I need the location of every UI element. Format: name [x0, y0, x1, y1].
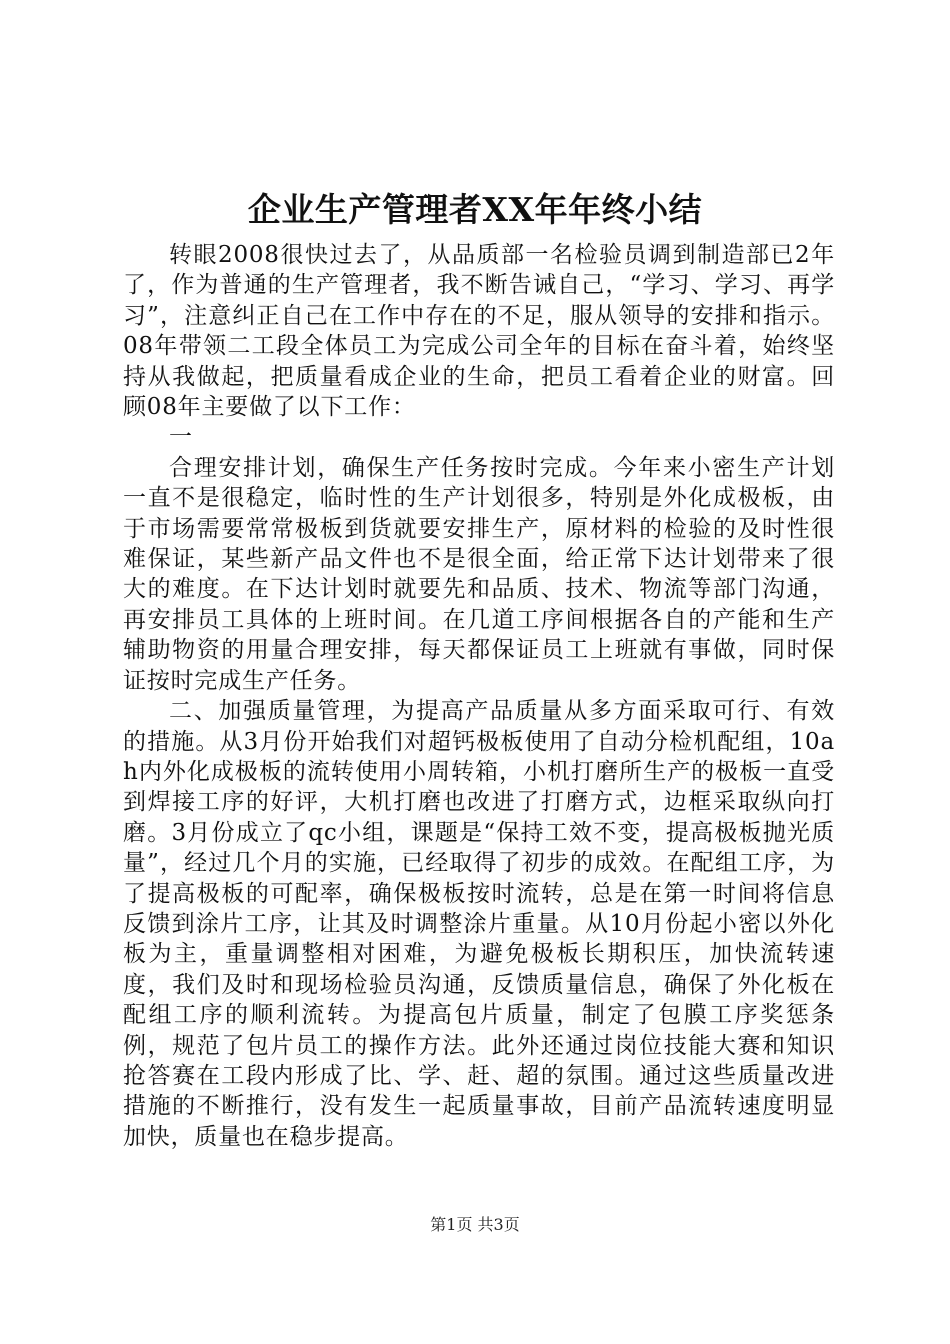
document-title: 企业生产管理者XX年年终小结	[247, 190, 703, 229]
paragraph-planning: 合理安排计划，确保生产任务按时完成。今年来小密生产计划一直不是很稳定，临时性的生产计划很多，特别是外化成极板，由于市场需要常常极板到货就要安排生产，原材料的检验的及时性很难保证，某些新产品文件也不是很全面，给正常下达计划带来了很大的难度。在下达计划时就要先和品质、技术、物流等部门沟通，再安排员工具体的上班时间。在几道工序间根据各自的产能和生产辅助物资的用量合理安排，每天都保证员工上班就有事做，同时保证按时完成生产任务。	[123, 454, 835, 694]
paragraph-quality: 二、加强质量管理，为提高产品质量从多方面采取可行、有效的措施。从3月份开始我们对超钙极板使用了自动分检机配组，10ah内外化成极板的流转使用小周转箱，小机打磨所生产的极板一直受到焊接工序的好评，大机打磨也改进了打磨方式，边框采取纵向打磨。3月份成立了qc小组，课题是“保持工效不变，提高极板抛光质量”，经过几个月的实施，已经取得了初步的成效。在配组工序，为了提高极板的可配率，确保极板按时流转，总是在第一时间将信息反馈到涂片工序，让其及时调整涂片重量。从10月份起小密以外化板为主，重量调整相对困难，为避免极板长期积压，加快流转速度，我们及时和现场检验员沟通，反馈质量信息，确保了外化板在配组工序的顺利流转。为提高包片质量，制定了包膜工序奖惩条例，规范了包片员工的操作方法。此外还通过岗位技能大赛和知识抢答赛在工段内形成了比、学、赶、超的氛围。通过这些质量改进措施的不断推行，没有发生一起质量事故，目前产品流转速度明显加快，质量也在稳步提高。	[123, 698, 835, 1150]
paragraph-intro: 转眼2008很快过去了，从品质部一名检验员调到制造部已2年了，作为普通的生产管理者，我不断告诫自己，“学习、学习、再学习”，注意纠正自己在工作中存在的不足，服从领导的安排和指示。08年带领二工段全体员工为完成公司全年的目标在奋斗着，始终坚持从我做起，把质量看成企业的生命，把员工看着企业的财富。回顾08年主要做了以下工作：	[123, 242, 835, 421]
document-body	[123, 240, 835, 1152]
page-footer: 第1页 共3页	[430, 1215, 520, 1234]
section-number: 一	[169, 424, 193, 451]
